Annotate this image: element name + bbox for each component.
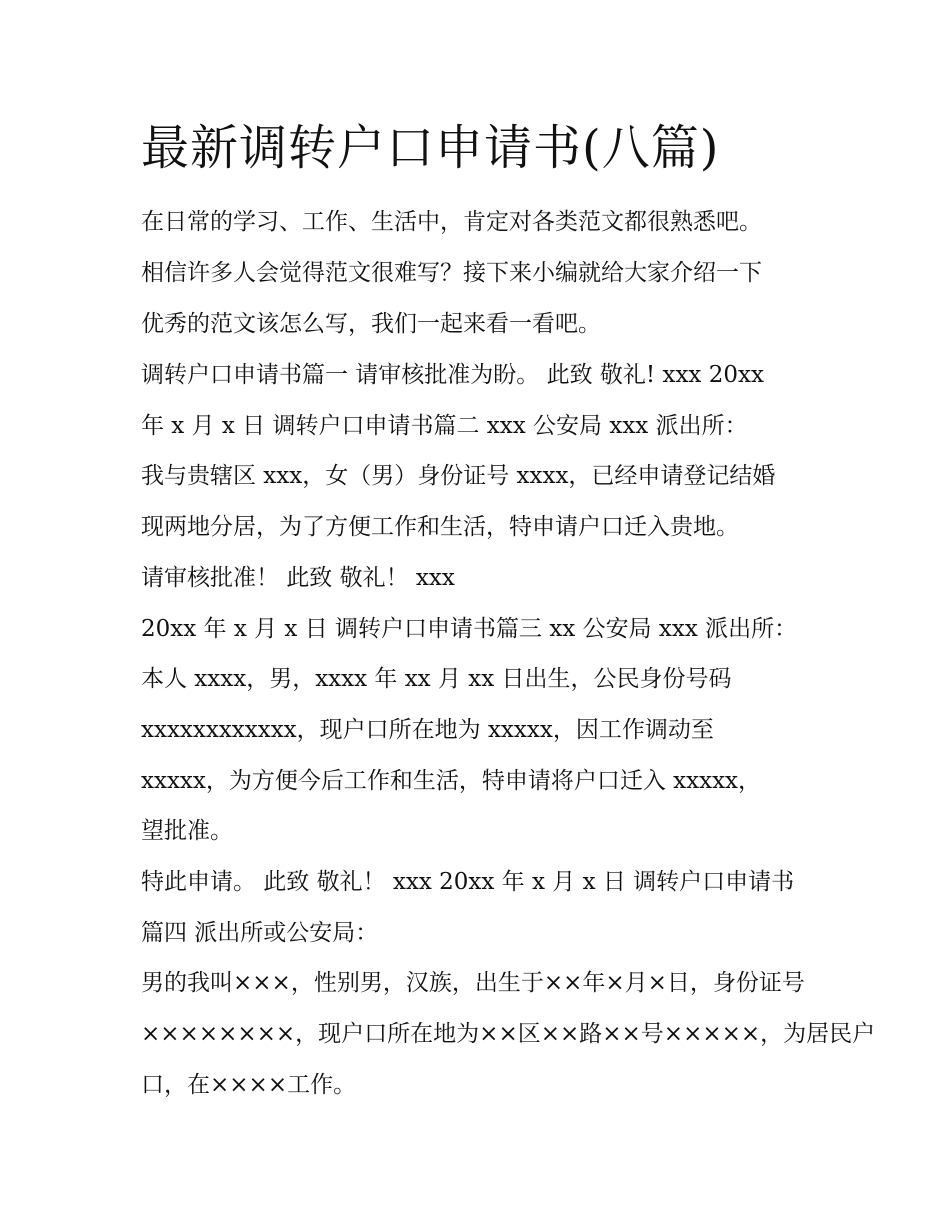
body-line: 本人 xxxx，男，xxxx 年 xx 月 xx 日出生，公民身份号码 [141, 666, 732, 692]
body-line: 优秀的范文该怎么写，我们一起来看一看吧。 [141, 311, 601, 337]
body-line: 在日常的学习、工作、生活中，肯定对各类范文都很熟悉吧。 [141, 209, 762, 235]
body-line: 请审核批准！ 此致 敬礼！ xxx [141, 565, 455, 591]
body-line: 年 x 月 x 日 调转户口申请书篇二 xxx 公安局 xxx 派出所： [141, 413, 748, 439]
body-line: ××××××××，现户口所在地为××区××路××号×××××，为居民户 [141, 1021, 876, 1047]
body-line: 口，在××××工作。 [141, 1072, 357, 1098]
body-line: xxxxx，为方便今后工作和生活，特申请将户口迁入 xxxxx， [141, 768, 762, 794]
body-line: 20xx 年 x 月 x 日 调转户口申请书篇三 xx 公安局 xxx 派出所： [141, 616, 798, 642]
body-line: 特此申请。 此致 敬礼！ xxx 20xx 年 x 月 x 日 调转户口申请书 [141, 869, 795, 895]
body-line: 篇四 派出所或公安局： [141, 920, 379, 946]
body-line: 我与贵辖区 xxx，女（男）身份证号 xxxx，已经申请登记结婚 [141, 463, 776, 489]
body-line: 调转户口申请书篇一 请审核批准为盼。 此致 敬礼! xxx 20xx [141, 362, 764, 388]
body-line: 现两地分居，为了方便工作和生活，特申请户口迁入贵地。 [141, 514, 739, 540]
document-title: 最新调转户口申请书(八篇) [141, 120, 720, 176]
body-line: 男的我叫×××，性别男，汉族，出生于××年×月×日，身份证号 [141, 970, 805, 996]
body-line: xxxxxxxxxxxx，现户口所在地为 xxxxx，因工作调动至 [141, 717, 714, 743]
body-line: 望批准。 [141, 818, 233, 844]
body-line: 相信许多人会觉得范文很难写？接下来小编就给大家介绍一下 [141, 260, 762, 286]
